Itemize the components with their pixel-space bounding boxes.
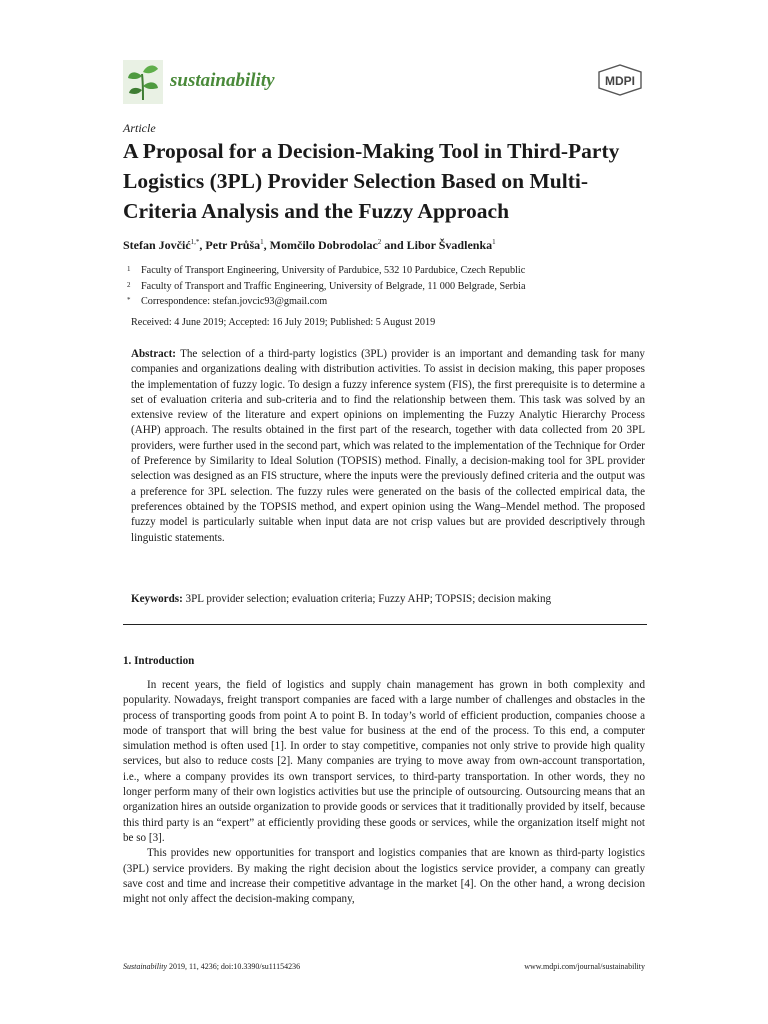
author-list	[123, 238, 496, 253]
affiliation-mark: *	[127, 296, 131, 304]
author-affiliation-mark: 2	[377, 238, 382, 246]
footer-journal-url[interactable]: www.mdpi.com/journal/sustainability	[524, 962, 645, 971]
abstract-text: The selection of a third-party logistics (3PL) provider is an important and demanding task for many companies and organizations dealing with distribution activities. To assist in decision making, this paper proposes the implementation of fuzzy logic. To design a fuzzy inference system (FIS), the first prerequisite is to determine a set of evaluation criteria and sub-criteria and to find the relationship between them. This task was solved by an extensive review of the literature and expert opinions on implementing the Fuzzy Analytic Hierarchy Process (AHP) approach. The results obtained in the first part of the research, together with data collected from 20 3PL providers, were further used in the second part, which was related to the implementation of the Technique for Order of Preference by Similarity to Ideal Solution (TOPSIS) method. Finally, a decision-making tool for 3PL provider selection was designed as an FIS structure, where the inputs were the previously defined criteria and the output was a preference for 3PL selection. The fuzzy rules were generated on the basis of the collected empirical data, the preferences obtained by the TOPSIS method, and expert opinion using the Wang–Mendel method. The proposed fuzzy model is particularly suitable when input data are not crisp values but are provided descriptively through linguistic statements.	[131, 348, 645, 544]
author-affiliation-mark: 1,*	[190, 238, 200, 246]
journal-name: sustainability	[170, 70, 275, 91]
footer-citation	[123, 962, 300, 971]
author-affiliation-mark: 1	[492, 238, 496, 246]
section-heading: 1. Introduction	[123, 655, 195, 667]
keywords-text: 3PL provider selection; evaluation criteria; Fuzzy AHP; TOPSIS; decision making	[185, 593, 552, 605]
keywords	[131, 593, 645, 605]
author-name: Stefan Jovčić	[123, 238, 191, 252]
affiliation-item	[127, 279, 526, 295]
body-paragraph: This provides new opportunities for transport and logistics companies that are known as third-party logistics (3PL) service providers. By making the right decision about the logistics service provider, a company can greatly save cost and time and increase their competitive advantage in the market [4]. On the other hand, a wrong decision might not only affect the decision-making company,	[123, 847, 645, 906]
affiliation-mark: 2	[127, 280, 131, 289]
author-affiliation-mark: 1	[260, 238, 264, 246]
affiliation-text: Faculty of Transport and Traffic Engineering, University of Belgrade, 11 000 Belgrade, Serbia	[141, 280, 526, 292]
publisher-name: MDPI	[605, 74, 635, 88]
body-paragraph: In recent years, the field of logistics and supply chain management has grown in both complexity and popularity. Nowadays, freight transport companies are faced with a large number of challenges and obstacles in the process of transporting goods from point A to point B. In today’s world of efficient production, companies choose a mode of transport that will bring the best value for business at the end of the process. To this end, a computer simulation method is often used [1]. In order to stay competitive, companies not only strive to provide high quality services, but also to reduce costs [2]. Many companies are trying to move away from own-account transportation, i.e., where a company provides its own transport services, to third-party transportation. In other words, they no longer perform many of their own logistics activities but use the principle of outsourcing. Outsourcing means that an organization hires an outside organization to provide goods or services that it traditionally provided by itself, because this third party is an “expert” at efficiently providing these goods or services, while the organization itself might not be so [3].	[123, 679, 645, 844]
affiliation-list	[127, 263, 526, 310]
article-title: A Proposal for a Decision-Making Tool in Third-Party Logistics (3PL) Provider Selection Based on Multi-Criteria Analysis and the Fuzzy Approach	[123, 139, 620, 223]
publication-dates: Received: 4 June 2019; Accepted: 16 July 2019; Published: 5 August 2019	[131, 317, 436, 328]
author-name: Momčilo Dobrodolac	[269, 238, 378, 252]
affiliation-text: Faculty of Transport Engineering, University of Pardubice, 532 10 Pardubice, Czech Republic	[141, 265, 526, 276]
footer-citation-details: 2019, 11, 4236; doi:10.3390/su11154236	[167, 962, 301, 971]
affiliation-item	[127, 263, 526, 279]
author-name: Libor Švadlenka	[406, 238, 493, 252]
section-body	[123, 678, 645, 907]
section-divider	[123, 624, 647, 625]
author-separator: ,	[199, 238, 206, 252]
footer-journal: Sustainability	[123, 962, 167, 971]
correspondence-text: Correspondence: stefan.jovcic93@gmail.com	[141, 296, 328, 307]
author-separator: and	[381, 238, 407, 252]
publisher-logo-icon	[593, 63, 647, 97]
author-separator: ,	[263, 238, 270, 252]
abstract-label: Abstract:	[131, 348, 176, 360]
keywords-label: Keywords:	[131, 593, 183, 605]
author-name: Petr Průša	[205, 238, 261, 252]
abstract	[131, 347, 645, 546]
article-type: Article	[123, 121, 156, 135]
correspondence-item	[127, 294, 526, 310]
affiliation-mark: 1	[127, 265, 131, 273]
journal-leaf-logo-icon	[123, 60, 163, 104]
